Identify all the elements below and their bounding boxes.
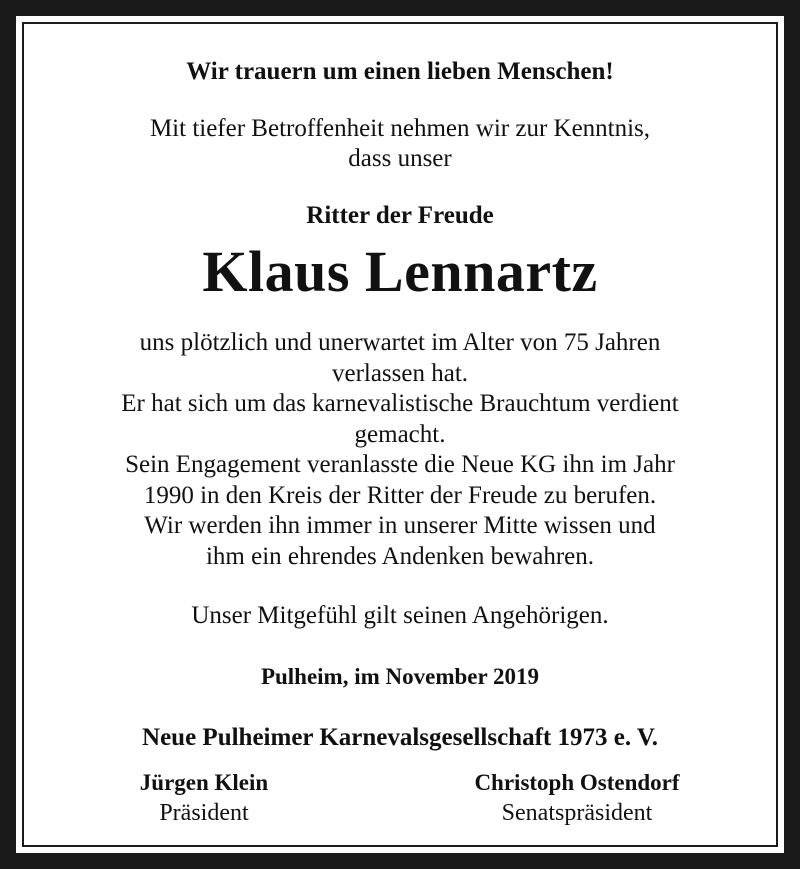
body-line: Er hat sich um das karnevalistische Brauchtum verdient: [121, 390, 679, 417]
body-line: Sein Engagement veranlasste die Neue KG ihn im Jahr: [125, 451, 675, 478]
body-line: gemacht.: [354, 420, 446, 448]
sympathy-text: Unser Mitgefühl gilt seinen Angehörigen.: [191, 602, 609, 629]
signer-name: Jürgen Klein: [139, 770, 269, 795]
place-date: Pulheim, im November 2019: [260, 664, 540, 689]
body-line: ihm ein ehrendes Andenken bewahren.: [205, 542, 595, 570]
headline: Wir trauern um einen lieben Menschen!: [186, 58, 614, 85]
signer-name: Christoph Ostendorf: [474, 770, 680, 795]
signer-role: Präsident: [159, 800, 249, 826]
organization-name: Neue Pulheimer Karnevalsgesellschaft 1973 e. V.: [142, 724, 658, 751]
body-line: uns plötzlich und unerwartet im Alter von 75 Jahren: [139, 329, 661, 356]
body-text: [24, 328, 776, 572]
body-line: Wir werden ihn immer in unserer Mitte wissen und: [144, 512, 656, 539]
signer-senate-president: [422, 768, 732, 828]
signer-role: Senatspräsident: [501, 800, 653, 826]
deceased-name: Klaus Lennartz: [202, 239, 598, 304]
deceased-title: Ritter der Freude: [306, 202, 494, 229]
body-line: verlassen hat.: [331, 359, 469, 387]
signer-president: [94, 768, 314, 828]
intro-line: dass unser: [348, 145, 452, 172]
body-line: 1990 in den Kreis der Ritter der Freude zu berufen.: [143, 481, 657, 509]
obituary-notice: [22, 22, 778, 847]
intro-text: [24, 114, 776, 174]
intro-line: Mit tiefer Betroffenheit nehmen wir zur Kenntnis,: [149, 115, 651, 142]
